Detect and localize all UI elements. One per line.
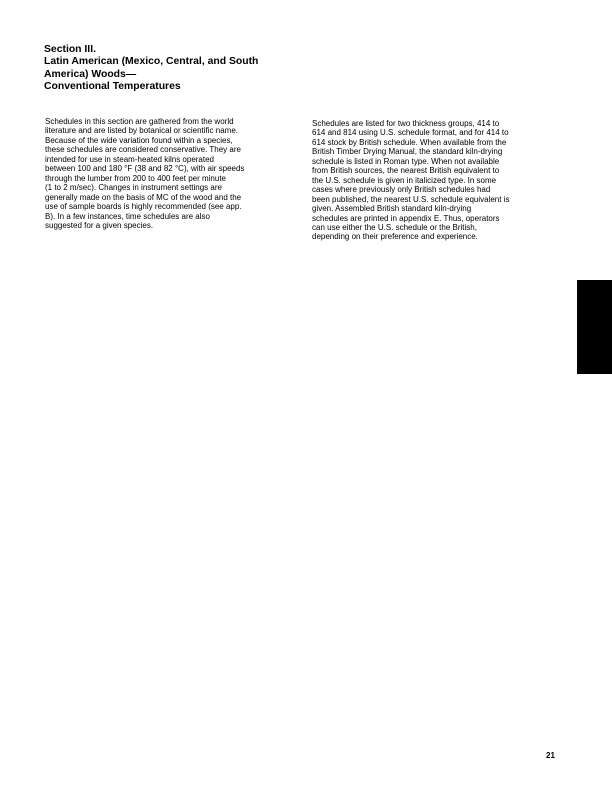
text-line: from British sources, the nearest British equivalent to (312, 166, 500, 176)
text-line: between 100 and 180 °F (38 and 82 °C), with air speeds (45, 164, 245, 174)
text-line: literature and are listed by botanical or scientific name. (45, 126, 238, 136)
text-line: Because of the wide variation found within a species, (45, 135, 233, 145)
text-line: cases where previously only British schedules had (312, 185, 491, 195)
text-line: British Timber Drying Manual, the standard kiln-drying (312, 147, 503, 157)
heading-line: Section III. (44, 44, 96, 55)
text-line: B). In a few instances, time schedules are also (45, 211, 210, 221)
text-line: intended for use in steam-heated kilns operated (45, 154, 214, 164)
text-line: through the lumber from 200 to 400 feet per minute (45, 173, 226, 183)
text-line: been published, the nearest U.S. schedule equivalent is (312, 194, 510, 204)
text-line: Schedules are listed for two thickness groups, 414 to (312, 119, 500, 128)
text-line: schedule is listed in Roman type. When not available (312, 156, 500, 166)
heading-line: America) Woods— (44, 68, 137, 80)
text-line: (1 to 2 m/sec). Changes in instrument settings are (45, 183, 222, 193)
intro-paragraph-left (45, 117, 289, 230)
text-line: suggested for a given species. (45, 220, 154, 230)
text-line: can use either the U.S. schedule or the British, (312, 222, 477, 232)
text-line: given. Assembled British standard kiln-drying (312, 204, 472, 214)
section-tab-marker (577, 280, 612, 374)
text-line: depending on their preference and experience. (312, 232, 478, 242)
text-line: Schedules in this section are gathered from the world (45, 117, 234, 126)
text-line: use of sample boards is highly recommended (see app. (45, 202, 242, 212)
heading-line: Conventional Temperatures (44, 81, 181, 93)
text-line: these schedules are considered conservative. They are (45, 145, 241, 155)
heading-line: Latin American (Mexico, Central, and South (44, 56, 259, 68)
text-line: the U.S. schedule is given in italicized type. In some (312, 175, 497, 185)
intro-paragraph-right (312, 119, 556, 242)
section-heading (44, 44, 304, 94)
text-line: generally made on the basis of MC of the wood and the (45, 192, 242, 202)
text-line: schedules are printed in appendix E. Thus, operators (312, 213, 500, 223)
text-line: 614 stock by British schedule. When available from the (312, 137, 507, 147)
text-line: 614 and 814 using U.S. schedule format, and for 414 to (312, 128, 509, 138)
page-number: 21 (546, 751, 555, 760)
